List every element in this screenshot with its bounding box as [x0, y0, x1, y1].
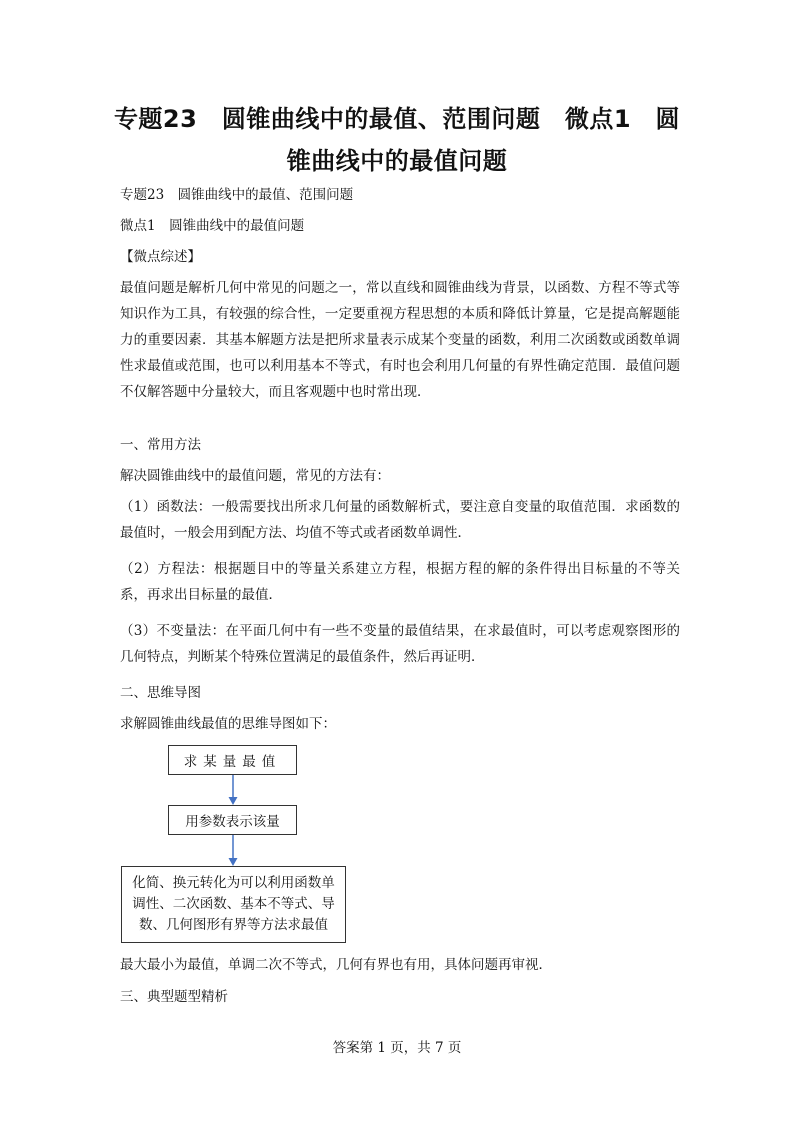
summary-heading: 【微点综述】 — [120, 249, 201, 265]
section-1-heading: 一、常用方法 — [120, 437, 201, 453]
subtitle-point: 微点1 圆锥曲线中的最值问题 — [120, 218, 305, 234]
title-line-2: 锥曲线中的最值问题 — [286, 147, 508, 175]
section-1-intro: 解决圆锥曲线中的最值问题，常见的方法有： — [120, 468, 390, 484]
method-function: （1）函数法：一般需要找出所求几何量的函数解析式，要注意自变量的取值范围．求函数的最值时，一般会用到配方法、均值不等式或者函数单调性． — [120, 499, 680, 541]
flow-box-parameter: 用参数表示该量 — [168, 805, 297, 835]
flow-box-target: 求某量最值 — [168, 745, 297, 775]
section-2-intro: 求解圆锥曲线最值的思维导图如下： — [120, 716, 336, 732]
flow-arrow-2 — [227, 835, 239, 866]
title-line-1: 专题23 圆锥曲线中的最值、范围问题 微点1 圆 — [113, 105, 681, 133]
flow-arrow-1 — [227, 775, 239, 805]
section-3-heading: 三、典型题型精析 — [120, 989, 228, 1005]
subtitle-topic: 专题23 圆锥曲线中的最值、范围问题 — [120, 187, 354, 203]
summary-rhyme: 最大最小为最值，单调二次不等式，几何有界也有用，具体问题再审视． — [120, 957, 552, 973]
summary-paragraph: 最值问题是解析几何中常见的问题之一，常以直线和圆锥曲线为背景，以函数、方程不等式等知识作为工具，有较强的综合性，一定要重视方程思想的本质和降低计算量，它是提高解题能力的重要因素．其基本解题方法是把所求量表示成某个变量的函数，利用二次函数或函数单调性求最值或范围，也可以利用基本不等式，有时也会利用几何量的有界性确定范围．最值问题不仅解答题中分量较大，而且客观题中也时常出现． — [120, 280, 680, 400]
page-footer: 答案第 1 页，共 7 页 — [332, 1040, 462, 1056]
method-equation: （2）方程法：根据题目中的等量关系建立方程，根据方程的解的条件得出目标量的不等关系，再求出目标量的最值． — [120, 561, 680, 603]
method-invariant: （3）不变量法：在平面几何中有一些不变量的最值结果，在求最值时，可以考虑观察图形的几何特点，判断某个特殊位置满足的最值条件，然后再证明． — [120, 623, 680, 665]
page-title — [110, 98, 684, 182]
flow-box-methods: 化简、换元转化为可以利用函数单调性、二次函数、基本不等式、导数、几何图形有界等方法求最值 — [121, 866, 346, 943]
section-2-heading: 二、思维导图 — [120, 685, 201, 701]
